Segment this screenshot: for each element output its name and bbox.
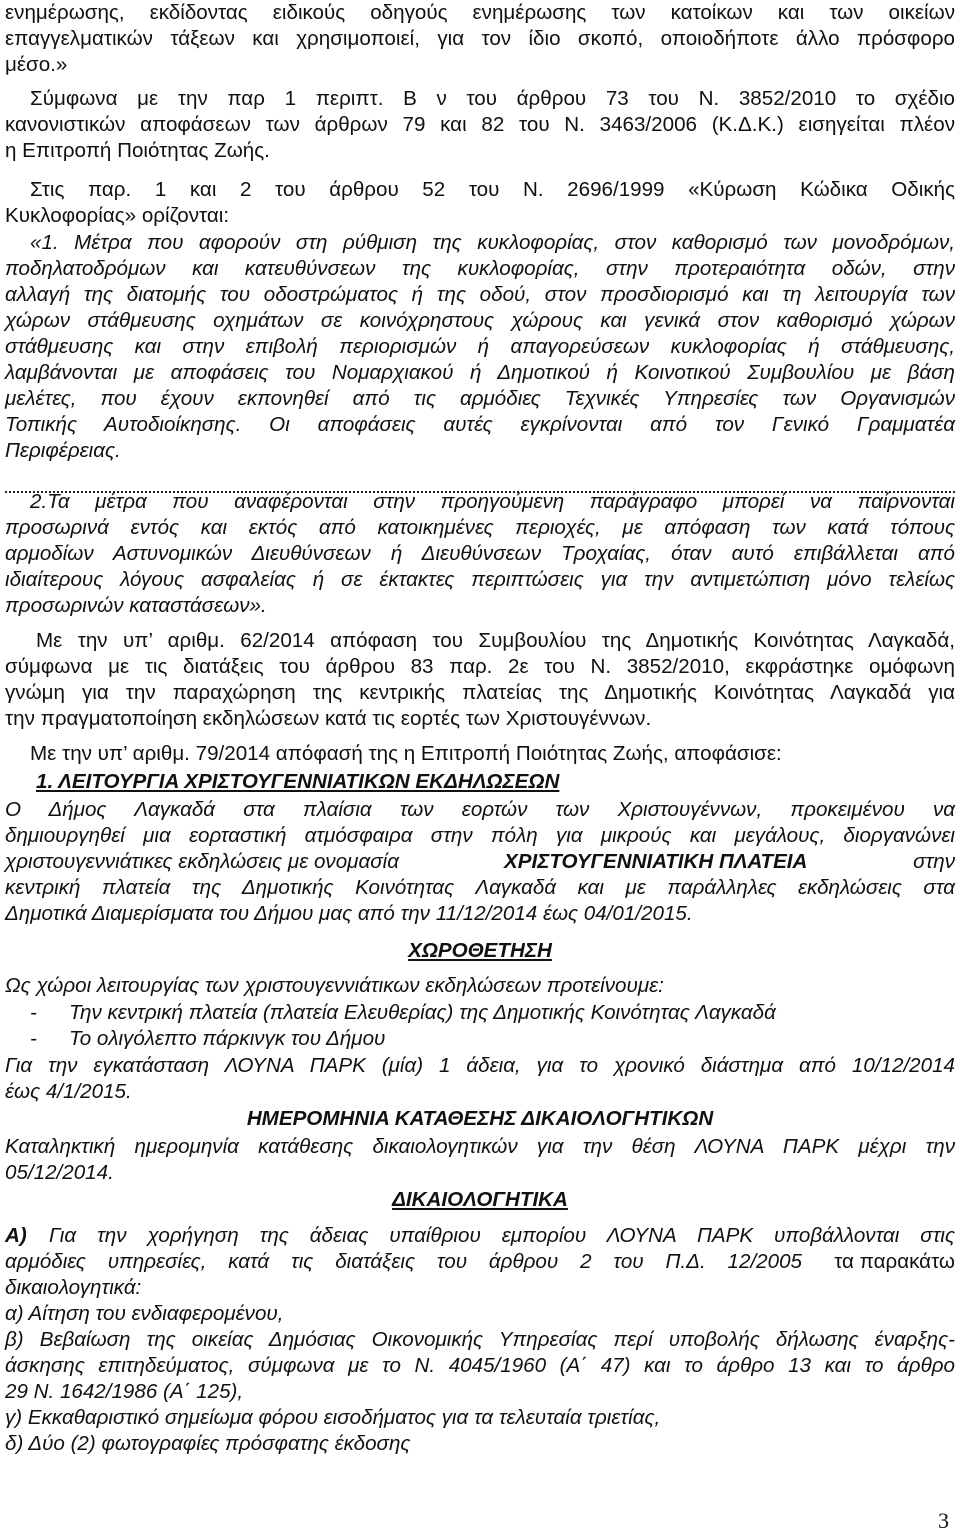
text-line: Καταληκτική ημερομηνία κατάθεσης δικαιολογητικών για την θέση ΛΟΥΝΑ ΠΑΡΚ μέχρι την <box>5 1135 955 1158</box>
text-line: χώρων στάθμευσης οχημάτων σε κοινόχρηστους χώρους και γενικά στον καθορισμό χώρων <box>5 309 955 332</box>
section-heading: ΧΩΡΟΘΕΤΗΣΗ <box>408 939 552 962</box>
list-item: α) Αίτηση του ενδιαφερομένου, <box>5 1302 284 1325</box>
text-line <box>5 1223 955 1249</box>
text-line: Με την υπ’ αριθμ. 79/2014 απόφασή της η Επιτροπή Ποιότητας Ζωής, αποφάσισε: <box>30 742 782 765</box>
text-line: μελέτες, που έχουν εκπονηθεί από τις αρμόδιες Τεχνικές Υπηρεσίες των Οργανισμών <box>5 387 955 410</box>
text-line: κεντρική πλατεία της Δημοτικής Κοινότητας Λαγκαδά και με παράλληλες εκδηλώσεις στα <box>5 876 955 899</box>
text-line: Για την εγκατάσταση ΛΟΥΝΑ ΠΑΡΚ (μία) 1 άδεια, για το χρονικό διάστημα από 10/12/2014 <box>5 1054 955 1077</box>
text-line: την πραγματοποίηση εκδηλώσεων κατά τις εορτές των Χριστουγέννων. <box>5 707 652 730</box>
text-line: γνώμη για την παραχώρηση της κεντρικής πλατείας της Δημοτικής Κοινότητας Λαγκαδά για <box>5 681 955 704</box>
text-line: Σύμφωνα με την παρ 1 περιπτ. Β ν του άρθρου 73 του Ν. 3852/2010 το σχέδιο <box>30 87 955 110</box>
text-line <box>5 1249 955 1275</box>
text-line: 29 Ν. 1642/1986 (Α΄ 125), <box>5 1380 244 1403</box>
section-heading: ΗΜΕΡΟΜΗΝΙΑ ΚΑΤΑΘΕΣΗΣ ΔΙΚΑΙΟΛΟΓΗΤΙΚΩΝ <box>246 1107 714 1130</box>
text-fragment: αρμόδιες υπηρεσίες, κατά τις διατάξεις του άρθρου 2 του Π.Δ. 12/2005 <box>5 1250 802 1273</box>
text-line: Τοπικής Αυτοδιοίκησης. Οι αποφάσεις αυτές εγκρίνονται από τον Γενικό Γραμματέα <box>5 413 955 436</box>
text-line: επαγγελματικών τάξεων και χρησιμοποιεί, για τον ίδιο σκοπό, οποιοδήποτε άλλο πρόσφορο <box>5 27 955 50</box>
bullet-dash: - <box>30 1027 37 1050</box>
text-line: σύμφωνα με τις διατάξεις του άρθρου 83 παρ. 2ε του Ν. 3852/2010, εκφράστηκε ομόφωνη <box>5 655 955 678</box>
section-heading: 1. ΛΕΙΤΟΥΡΓΙΑ ΧΡΙΣΤΟΥΓΕΝΝΙΑΤΙΚΩΝ ΕΚΔΗΛΩΣΕΩΝ <box>36 770 560 793</box>
bullet-dash: - <box>30 1001 37 1024</box>
text-fragment: Για την χορήγηση της άδειας υπαίθριου εμπορίου ΛΟΥΝΑ ΠΑΡΚ υποβάλλονται στις <box>49 1224 955 1247</box>
list-item: β) Βεβαίωση της οικείας Δημόσιας Οικονομικής Υπηρεσίας περί υποβολής δήλωσης έναρξης- <box>5 1328 955 1351</box>
text-line <box>5 849 955 875</box>
text-line: μέσο.» <box>5 53 68 76</box>
text-line: Ο Δήμος Λαγκαδά στα πλαίσια των εορτών των Χριστουγέννων, προκειμένου να <box>5 798 955 821</box>
text-line: προσωρινά εντός και εκτός από κατοικημένες περιοχές, με απόφαση των κατά τόπους <box>5 516 955 539</box>
text-line: έως 4/1/2015. <box>5 1080 132 1103</box>
text-fragment: στην <box>913 850 955 873</box>
list-item: γ) Εκκαθαριστικό σημείωμα φόρου εισοδήματος για τα τελευταία τριετίας, <box>5 1406 661 1429</box>
list-item: δ) Δύο (2) φωτογραφίες πρόσφατης έκδοσης <box>5 1432 411 1455</box>
text-line: 05/12/2014. <box>5 1161 114 1184</box>
text-line: ιδιαίτερους λόγους ασφαλείας ή σε έκτακτες περιπτώσεις για την αντιμετώπιση μόνο τελείως <box>5 568 955 591</box>
text-line: Δημοτικά Διαμερίσματα του Δήμου μας από την 11/12/2014 έως 04/01/2015. <box>5 902 693 925</box>
text-line: Περιφέρειας. <box>5 439 121 462</box>
text-line: αλλαγή της διατομής του οδοστρώματος ή της οδού, στον προσδιορισμό και τη λειτουργία των <box>5 283 955 306</box>
text-line: ενημέρωσης, εκδίδοντας ειδικούς οδηγούς ενημέρωσης των κατοίκων και των οικείων <box>5 1 955 24</box>
text-line: Στις παρ. 1 και 2 του άρθρου 52 του Ν. 2696/1999 «Κύρωση Κώδικα Οδικής <box>30 178 955 201</box>
text-line: Κυκλοφορίας» ορίζονται: <box>5 204 230 227</box>
text-fragment: τα παρακάτω <box>834 1250 955 1273</box>
event-name: ΧΡΙΣΤΟΥΓΕΝΝΙΑΤΙΚΗ ΠΛΑΤΕΙΑ <box>504 850 808 873</box>
text-line: «1. Μέτρα που αφορούν στη ρύθμιση της κυκλοφορίας, στον καθορισμό των μονοδρόμων, <box>30 231 955 254</box>
text-line: η Επιτροπή Ποιότητας Ζωής. <box>5 139 270 162</box>
item-label: Α) <box>5 1224 27 1247</box>
text-line: Ως χώροι λειτουργίας των χριστουγεννιάτικων εκδηλώσεων προτείνουμε: <box>5 974 664 997</box>
list-item: Την κεντρική πλατεία (πλατεία Ελευθερίας) της Δημοτικής Κοινότητας Λαγκαδά <box>69 1001 776 1024</box>
text-line: αρμοδίων Αστυνομικών Διευθύνσεων ή Διευθύνσεων Τροχαίας, όταν αυτό επιβάλλεται από <box>5 542 955 565</box>
list-item: Το ολιγόλεπτο πάρκινγκ του Δήμου <box>69 1027 386 1050</box>
text-line: άσκησης επιτηδεύματος, σύμφωνα με το Ν. 4045/1960 (Α΄ 47) και το άρθρο 13 και το άρθρο <box>5 1354 955 1377</box>
text-line: στάθμευσης και στην επιβολή περιορισμών ή απαγορεύσεων κυκλοφορίας ή στάθμευσης, <box>5 335 955 358</box>
text-line: 2.Τα μέτρα που αναφέρονται στην προηγούμενη παράγραφο μπορεί να παίρνονται <box>30 490 955 513</box>
text-line: προσωρινών καταστάσεων». <box>5 594 267 617</box>
text-line: δημιουργηθεί μια εορταστική ατμόσφαιρα στην πόλη για μικρούς και μεγάλους, διοργανώνει <box>5 824 955 847</box>
section-heading: ΔΙΚΑΙΟΛΟΓΗΤΙΚΑ <box>392 1188 568 1211</box>
page-number: 3 <box>938 1508 949 1533</box>
text-line: δικαιολογητικά: <box>5 1276 142 1299</box>
text-line: Με την υπ’ αριθμ. 62/2014 απόφαση του Συμβουλίου της Δημοτικής Κοινότητας Λαγκαδά, <box>36 629 955 652</box>
text-fragment: χριστουγεννιάτικες εκδηλώσεις με ονομασία <box>5 850 399 873</box>
text-line: λαμβάνονται με αποφάσεις του Νομαρχιακού ή Δημοτικού ή Κοινοτικού Συμβουλίου με βάση <box>5 361 955 384</box>
text-line: ποδηλατοδρόμων και κατευθύνσεων της κυκλοφορίας, στην προτεραιότητα οδών, στην <box>5 257 955 280</box>
text-line: κανονιστικών αποφάσεων των άρθρων 79 και 82 του Ν. 3463/2006 (Κ.Δ.Κ.) εισηγείται πλέον <box>5 113 955 136</box>
